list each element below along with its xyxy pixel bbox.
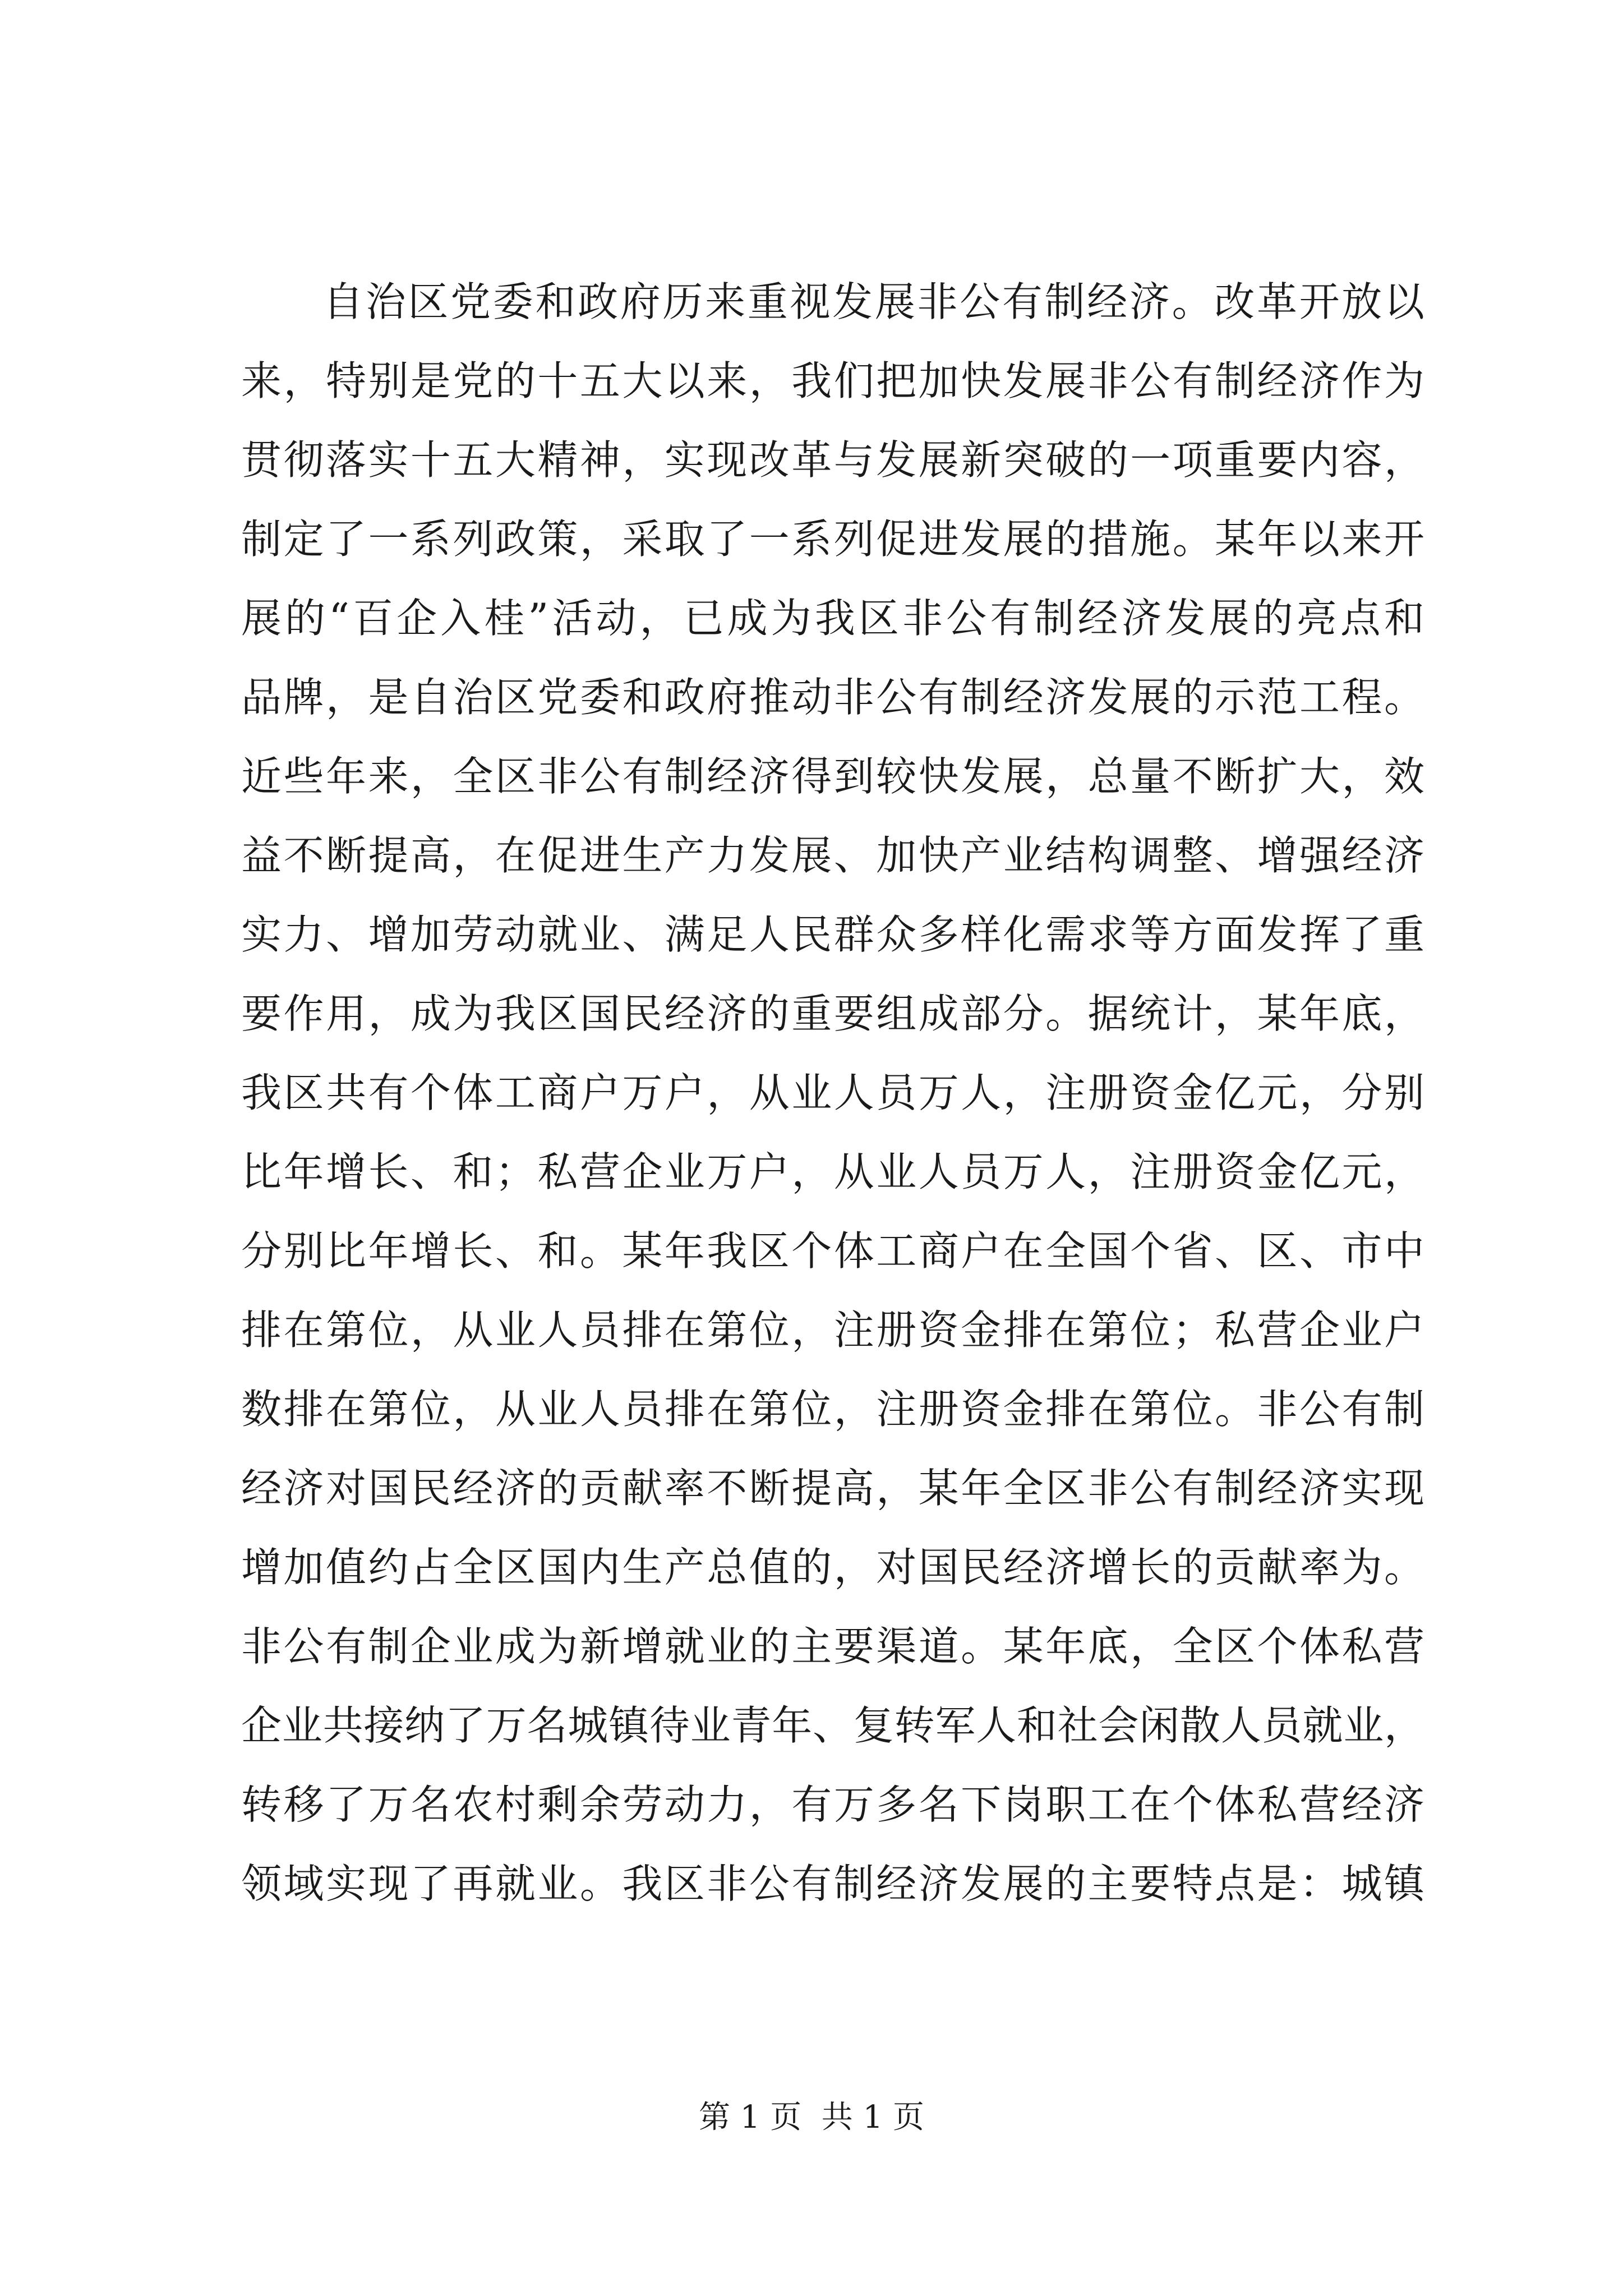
text-line: 贯彻落实十五大精神，实现改革与发展新突破的一项重要内容，	[241, 436, 1424, 484]
text-line: 近些年来，全区非公有制经济得到较快发展，总量不断扩大，效	[241, 753, 1424, 800]
text-line: 比年增长、和；私营企业万户，从业人员万人，注册资金亿元，	[241, 1148, 1424, 1195]
text-line: 排在第位，从业人员排在第位，注册资金排在第位；私营企业户	[241, 1306, 1424, 1354]
page-footer	[0, 2095, 1623, 2140]
text-line: 实力、增加劳动就业、满足人民群众多样化需求等方面发挥了重	[241, 911, 1424, 958]
text-line: 制定了一系列政策，采取了一系列促进发展的措施。某年以来开	[241, 516, 1424, 563]
text-line: 要作用，成为我区国民经济的重要组成部分。据统计，某年底，	[241, 990, 1424, 1037]
text-line: 数排在第位，从业人员排在第位，注册资金排在第位。非公有制	[241, 1386, 1424, 1433]
text-line: 品牌，是自治区党委和政府推动非公有制经济发展的示范工程。	[241, 674, 1424, 721]
text-line: 来，特别是党的十五大以来，我们把加快发展非公有制经济作为	[241, 357, 1424, 404]
text-line: 非公有制企业成为新增就业的主要渠道。某年底，全区个体私营	[241, 1623, 1424, 1670]
text-line: 转移了万名农村剩余劳动力，有万多名下岗职工在个体私营经济	[241, 1781, 1424, 1828]
text-line: 企业共接纳了万名城镇待业青年、复转军人和社会闲散人员就业，	[241, 1702, 1424, 1749]
text-line: 分别比年增长、和。某年我区个体工商户在全国个省、区、市中	[241, 1227, 1424, 1274]
text-line: 领域实现了再就业。我区非公有制经济发展的主要特点是：城镇	[241, 1860, 1424, 1907]
body-paragraph	[241, 263, 1424, 1924]
text-line: 自治区党委和政府历来重视发展非公有制经济。改革开放以	[323, 278, 1424, 325]
text-line: 展的“百企入桂”活动，已成为我区非公有制经济发展的亮点和	[241, 595, 1424, 642]
text-line: 益不断提高，在促进生产力发展、加快产业结构调整、增强经济	[241, 832, 1424, 879]
text-line: 我区共有个体工商户万户，从业人员万人，注册资金亿元，分别	[241, 1069, 1424, 1116]
text-line: 经济对国民经济的贡献率不断提高，某年全区非公有制经济实现	[241, 1465, 1424, 1512]
text-line: 增加值约占全区国内生产总值的，对国民经济增长的贡献率为。	[241, 1544, 1424, 1591]
page-number-label: 第 1 页 共 1 页	[698, 2099, 925, 2136]
